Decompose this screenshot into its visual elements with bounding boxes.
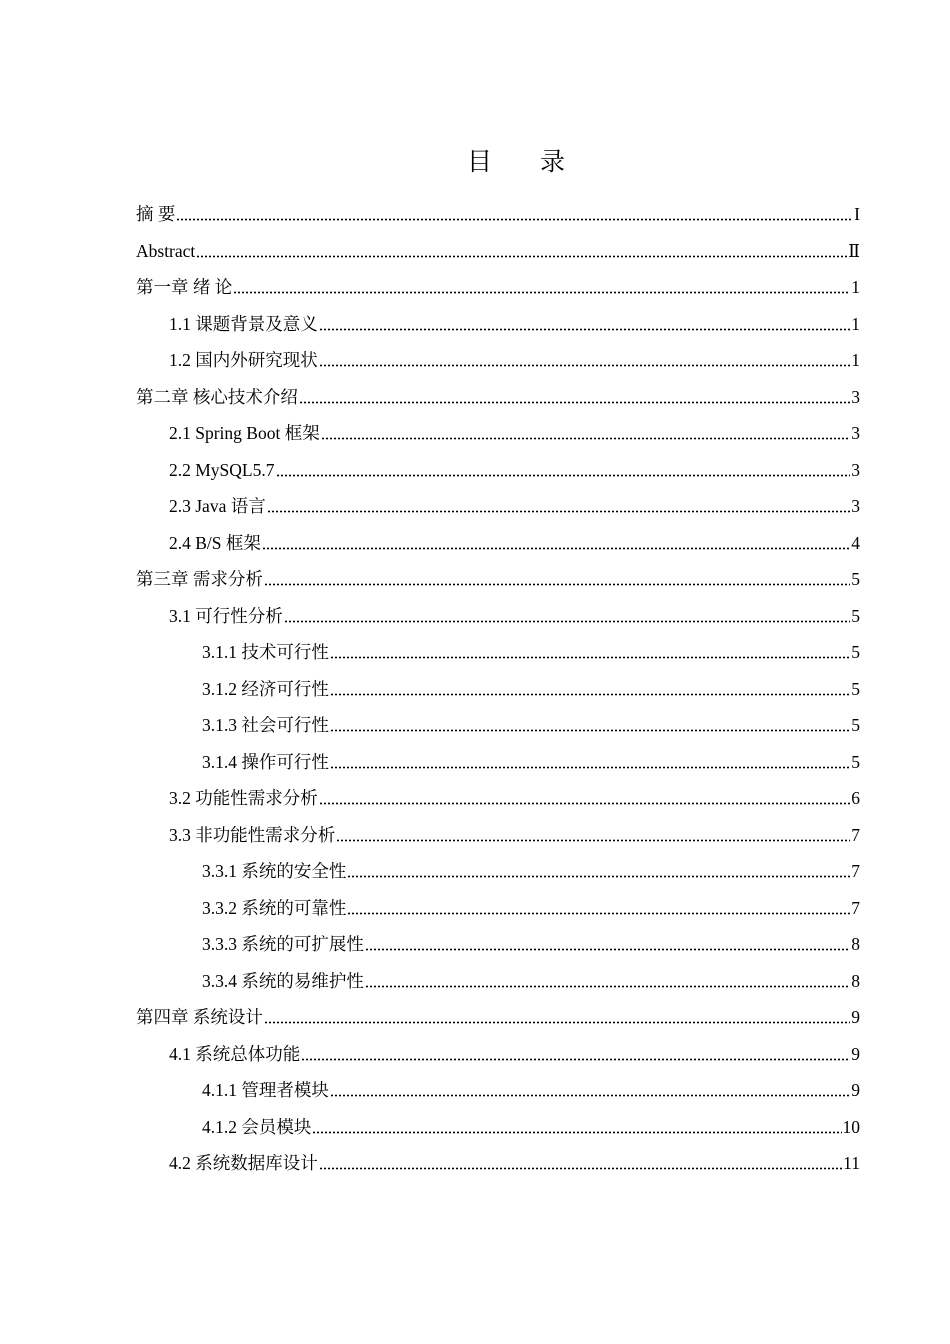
toc-entry[interactable]	[136, 525, 860, 562]
toc-entry-title: 3.3.4 系统的易维护性	[202, 970, 364, 991]
toc-entry-title: 2.4 B/S 框架	[169, 532, 261, 553]
dot-leader	[264, 1012, 850, 1024]
toc-entry-title: 1.1 课题背景及意义	[169, 313, 318, 334]
toc-entry-title: 2.2 MySQL5.7	[169, 459, 275, 480]
toc-entry[interactable]	[136, 999, 860, 1036]
toc-entry-title: 3.3.2 系统的可靠性	[202, 897, 347, 918]
dot-leader	[301, 1049, 850, 1061]
page-title	[0, 146, 950, 180]
toc-entry-title: 3.3.1 系统的安全性	[202, 861, 347, 881]
dot-leader	[330, 1085, 850, 1097]
toc-entry-title: 4.1.2 会员模块	[202, 1116, 312, 1137]
toc-entry-title: 4.1 系统总体功能	[169, 1043, 301, 1064]
toc-entry-page-number: 11	[843, 1153, 860, 1173]
toc-entry-page-number: 7	[851, 824, 860, 845]
toc-entry[interactable]	[136, 598, 860, 635]
toc-entry-title: 3.2 功能性需求分析	[169, 788, 318, 808]
dot-leader	[276, 465, 851, 477]
toc-entry[interactable]	[136, 488, 860, 525]
toc-entry-page-number: 5	[851, 715, 860, 735]
toc-entry[interactable]	[136, 853, 860, 890]
toc-entry-page-number: 3	[851, 423, 860, 443]
dot-leader	[321, 428, 851, 440]
toc-entry-page-number: 9	[851, 1007, 860, 1027]
toc-entry-page-number: 5	[851, 751, 860, 772]
toc-entry[interactable]	[136, 233, 860, 270]
dot-leader	[330, 757, 850, 769]
toc-entry-page-number: Ⅱ	[848, 240, 860, 261]
dot-leader	[267, 501, 851, 513]
toc-entry-page-number: 1	[851, 277, 860, 297]
toc-entry-page-number: 9	[851, 1043, 860, 1064]
toc-entry[interactable]	[136, 671, 860, 708]
dot-leader	[319, 1158, 842, 1170]
toc-entry-title: 摘 要	[136, 204, 176, 224]
toc-entry-title: 第三章 需求分析	[136, 569, 263, 589]
toc-entry-title: 第一章 绪 论	[136, 277, 233, 297]
toc-entry-title: Abstract	[136, 240, 196, 261]
toc-entry[interactable]	[136, 415, 860, 452]
dot-leader	[365, 976, 850, 988]
dot-leader	[262, 538, 850, 550]
dot-leader	[319, 355, 851, 367]
table-of-contents	[136, 196, 860, 1182]
toc-entry-page-number: 5	[851, 569, 860, 589]
dot-leader	[330, 684, 850, 696]
toc-entry-page-number: 1	[851, 313, 860, 334]
toc-entry-title: 4.2 系统数据库设计	[169, 1153, 318, 1173]
dot-leader	[330, 720, 850, 732]
toc-entry[interactable]	[136, 963, 860, 1000]
toc-entry[interactable]	[136, 707, 860, 744]
toc-entry-page-number: 8	[851, 934, 860, 954]
toc-entry-title: 2.3 Java 语言	[169, 496, 266, 516]
toc-entry[interactable]	[136, 1036, 860, 1073]
title-char-left: 目	[466, 149, 492, 176]
toc-entry[interactable]	[136, 561, 860, 598]
toc-entry-title: 3.3.3 系统的可扩展性	[202, 934, 364, 954]
toc-entry-title: 3.1.2 经济可行性	[202, 678, 329, 699]
toc-entry-page-number: 7	[851, 861, 860, 881]
toc-entry-page-number: 5	[851, 678, 860, 699]
toc-entry-page-number: 5	[851, 642, 860, 662]
dot-leader	[233, 282, 850, 294]
toc-entry[interactable]	[136, 342, 860, 379]
dot-leader	[299, 392, 850, 404]
toc-entry-title: 第四章 系统设计	[136, 1007, 263, 1027]
dot-leader	[196, 246, 847, 258]
toc-entry[interactable]	[136, 634, 860, 671]
toc-entry-page-number: 10	[842, 1116, 860, 1137]
toc-entry-page-number: 3	[851, 459, 860, 480]
dot-leader	[264, 574, 850, 586]
toc-entry[interactable]	[136, 269, 860, 306]
toc-entry-page-number: 3	[851, 386, 860, 407]
toc-entry-title: 3.1.1 技术可行性	[202, 642, 329, 662]
toc-entry-page-number: 1	[851, 350, 860, 370]
toc-entry[interactable]	[136, 1145, 860, 1182]
toc-entry[interactable]	[136, 306, 860, 343]
toc-entry[interactable]	[136, 926, 860, 963]
dot-leader	[284, 611, 851, 623]
toc-entry-title: 3.1.4 操作可行性	[202, 751, 329, 772]
toc-entry[interactable]	[136, 452, 860, 489]
dot-leader	[319, 319, 851, 331]
toc-entry-page-number: 9	[851, 1080, 860, 1100]
toc-entry-page-number: 3	[851, 496, 860, 516]
dot-leader	[319, 793, 851, 805]
dot-leader	[347, 903, 850, 915]
toc-entry-page-number: I	[854, 204, 860, 224]
toc-entry-page-number: 7	[851, 897, 860, 918]
dot-leader	[330, 647, 850, 659]
toc-entry[interactable]	[136, 196, 860, 233]
toc-entry-page-number: 5	[851, 605, 860, 626]
toc-entry-title: 4.1.1 管理者模块	[202, 1080, 329, 1100]
dot-leader	[347, 866, 850, 878]
toc-entry[interactable]	[136, 744, 860, 781]
toc-entry-title: 3.3 非功能性需求分析	[169, 824, 336, 845]
toc-entry-page-number: 4	[851, 532, 860, 553]
dot-leader	[365, 939, 850, 951]
toc-entry[interactable]	[136, 379, 860, 416]
toc-entry-title: 3.1.3 社会可行性	[202, 715, 329, 735]
toc-entry-title: 1.2 国内外研究现状	[169, 350, 318, 370]
dot-leader	[176, 209, 853, 221]
toc-entry[interactable]	[136, 1072, 860, 1109]
toc-entry-page-number: 6	[851, 788, 860, 808]
toc-entry[interactable]	[136, 890, 860, 927]
toc-entry-page-number: 8	[851, 970, 860, 991]
toc-entry[interactable]	[136, 780, 860, 817]
toc-entry-title: 第二章 核心技术介绍	[136, 386, 298, 407]
toc-entry-title: 2.1 Spring Boot 框架	[169, 423, 320, 443]
dot-leader	[312, 1122, 841, 1134]
toc-entry[interactable]	[136, 817, 860, 854]
title-char-right: 录	[540, 149, 566, 176]
dot-leader	[336, 830, 850, 842]
toc-entry-title: 3.1 可行性分析	[169, 605, 283, 626]
toc-entry[interactable]	[136, 1109, 860, 1146]
